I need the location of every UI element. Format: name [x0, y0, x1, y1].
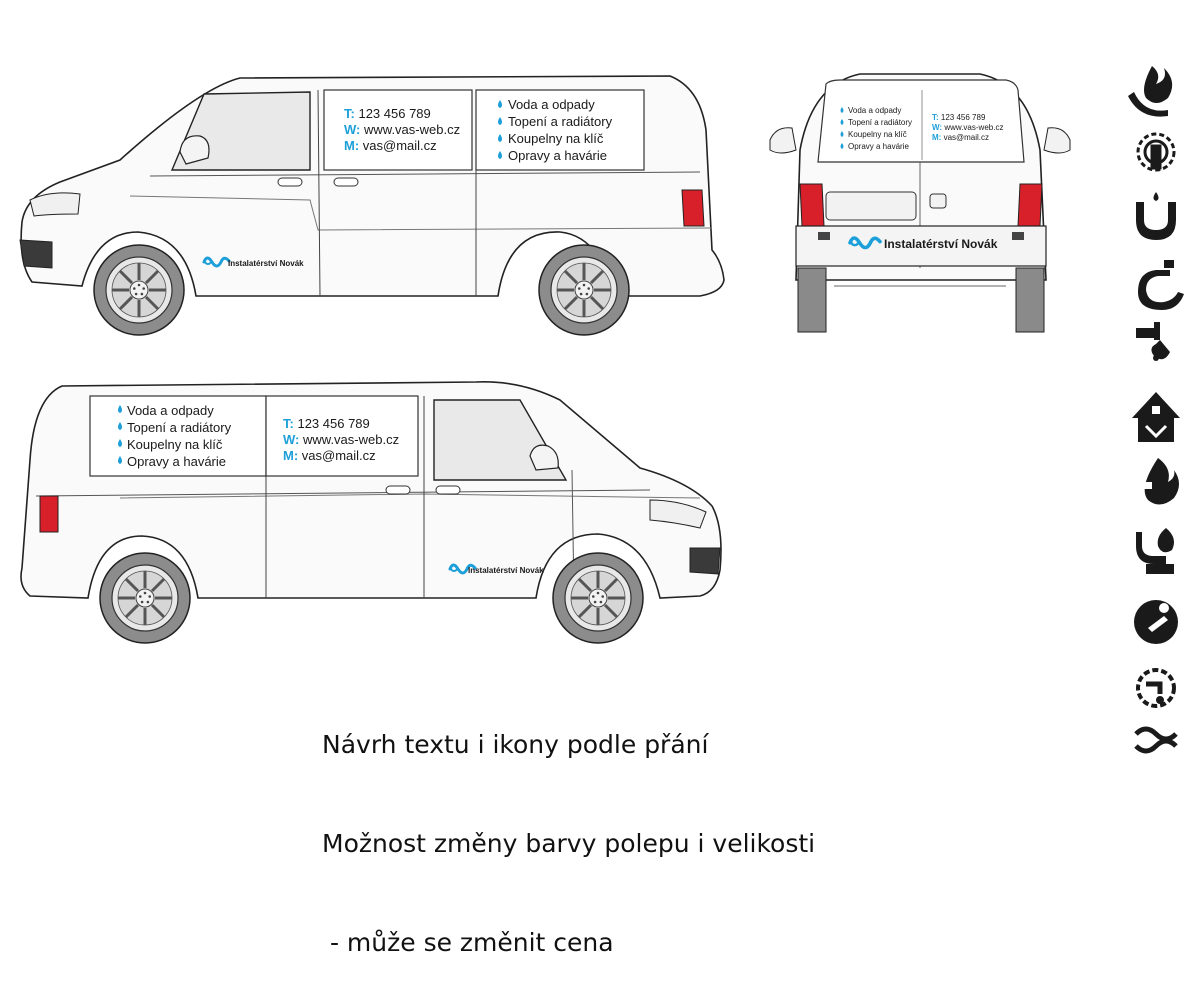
svg-text:Topení a radiátory: Topení a radiátory — [127, 420, 232, 435]
caption — [322, 662, 815, 992]
wheel-front — [553, 553, 643, 643]
wheel-rear — [539, 245, 629, 335]
svg-text:W: www.vas-web.cz: W: www.vas-web.cz — [932, 123, 1004, 132]
caption-line-1: Návrh textu i ikony podle přání — [322, 730, 709, 759]
svg-text:Voda a odpady: Voda a odpady — [848, 106, 902, 115]
gear-wrench-icon — [1138, 134, 1174, 170]
faucet-wrench-icon — [1136, 322, 1170, 361]
van-left-side-view — [20, 76, 724, 335]
faucet-hose-icon — [1138, 260, 1184, 310]
svg-text:Opravy a havárie: Opravy a havárie — [848, 142, 909, 151]
pipe-drop-icon — [1136, 192, 1176, 240]
caption-line-2: Možnost změny barvy polepu i velikosti — [322, 829, 816, 858]
wheel-front — [94, 245, 184, 335]
svg-text:M: vas@mail.cz: M: vas@mail.cz — [283, 448, 376, 463]
svg-text:Koupelny na klíč: Koupelny na klíč — [508, 131, 604, 146]
caption-line-3: - může se změnit cena — [322, 928, 614, 957]
house-wrench-icon — [1132, 392, 1180, 442]
van-rear-view — [770, 74, 1070, 332]
svg-text:Voda a odpady: Voda a odpady — [508, 97, 595, 112]
wheel-rear — [100, 553, 190, 643]
svg-text:Koupelny na klíč: Koupelny na klíč — [848, 130, 907, 139]
wrench-chain-icon — [1136, 729, 1176, 751]
svg-text:Opravy a havárie: Opravy a havárie — [508, 148, 607, 163]
icon-column — [1128, 66, 1184, 751]
gear-person-wrench-icon — [1134, 600, 1178, 644]
flame-pipe-icon — [1128, 66, 1172, 117]
svg-text:M: vas@mail.cz: M: vas@mail.cz — [932, 133, 990, 142]
svg-text:T: 123 456 789: T: 123 456 789 — [283, 416, 370, 431]
svg-text:Instalatérství Novák: Instalatérství Novák — [228, 259, 304, 268]
contact-phone: T: 123 456 789 — [344, 106, 431, 121]
svg-text:Instalatérství Novák: Instalatérství Novák — [884, 237, 998, 251]
svg-text:W: www.vas-web.cz: W: www.vas-web.cz — [283, 432, 400, 447]
pipe-flame-icon — [1136, 528, 1174, 574]
svg-text:Instalatérství Novák: Instalatérství Novák — [468, 566, 544, 575]
contact-web: W: www.vas-web.cz — [344, 122, 461, 137]
contact-mail: M: vas@mail.cz — [344, 138, 437, 153]
svg-text:Topení a radiátory: Topení a radiátory — [848, 118, 913, 127]
svg-text:Opravy a havárie: Opravy a havárie — [127, 454, 226, 469]
svg-text:Koupelny na klíč: Koupelny na klíč — [127, 437, 223, 452]
svg-text:Voda a odpady: Voda a odpady — [127, 403, 214, 418]
gear-faucet-icon — [1138, 670, 1174, 706]
van-right-side-view — [21, 382, 721, 643]
faucet-flame-icon — [1138, 458, 1179, 505]
svg-text:T: 123 456 789: T: 123 456 789 — [932, 113, 986, 122]
svg-text:Topení a radiátory: Topení a radiátory — [508, 114, 613, 129]
